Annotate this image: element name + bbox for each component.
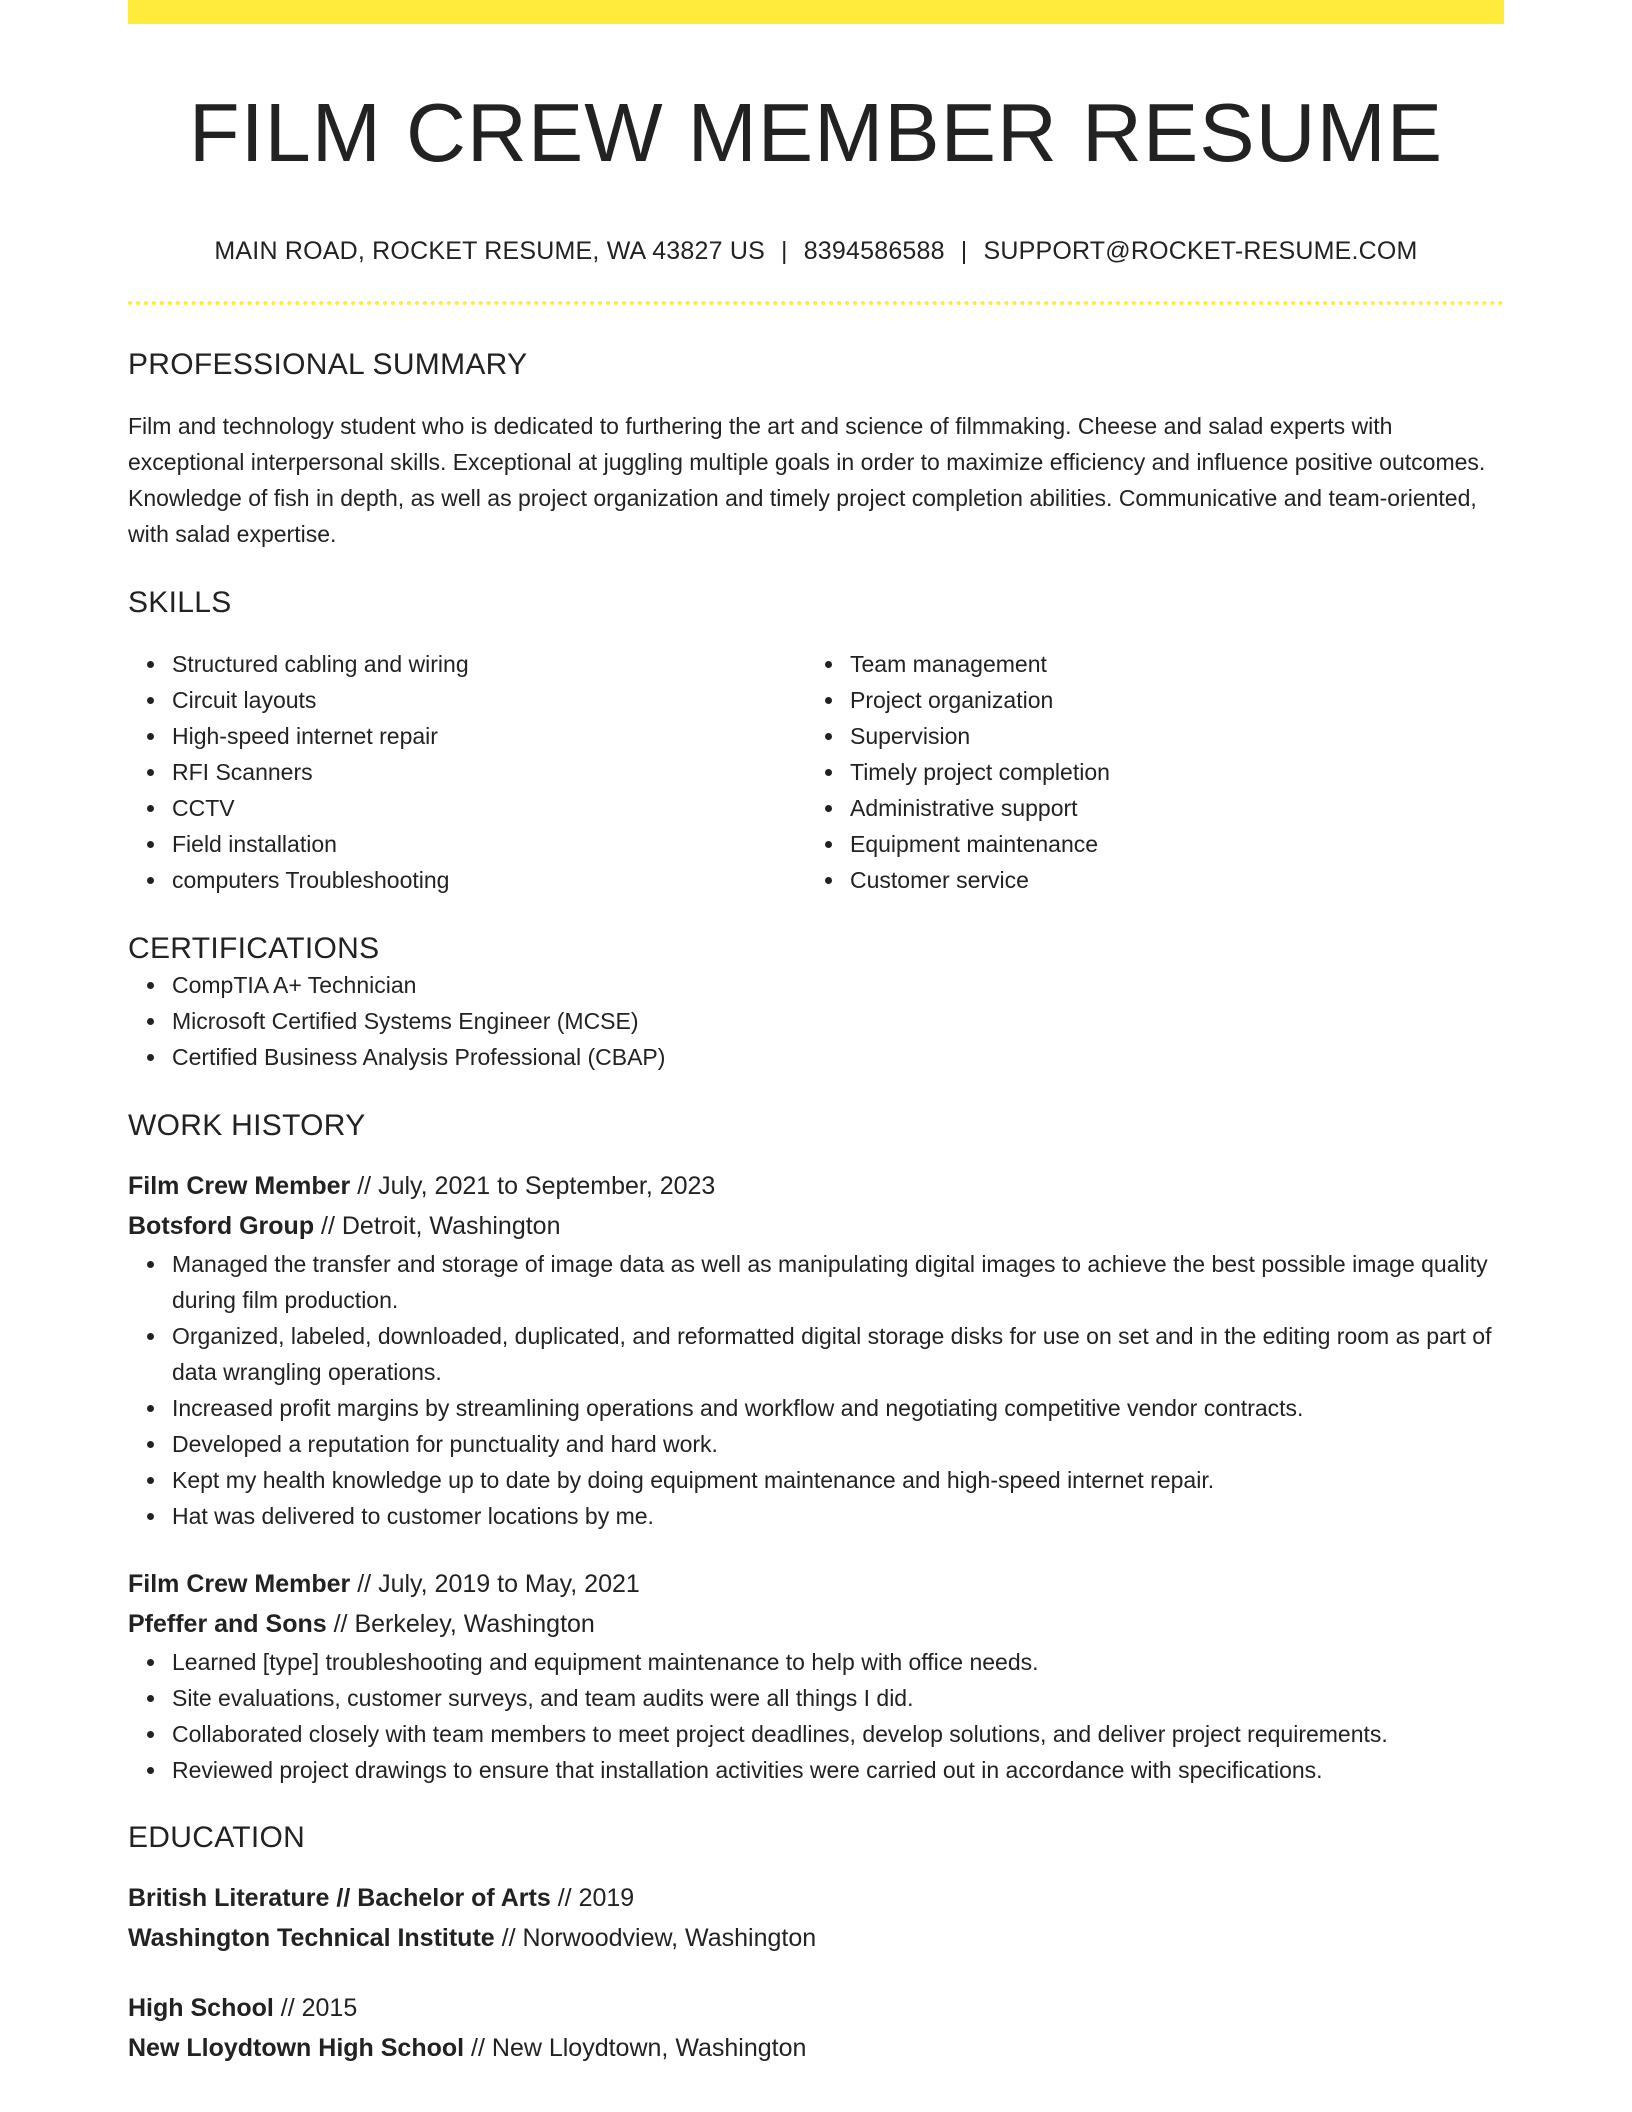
job-role: Film Crew Member xyxy=(128,1172,351,1200)
skills-list-left xyxy=(128,646,806,898)
contact-phone[interactable]: 8394586588 xyxy=(803,237,945,265)
skills-heading: SKILLS xyxy=(128,586,232,619)
education-degree: High School xyxy=(128,1994,274,2022)
contact-address: MAIN ROAD, ROCKET RESUME, WA 43827 US xyxy=(214,237,765,265)
job-duty-item: Increased profit margins by streamlining operations and workflow and negotiating competitive vendor contracts. xyxy=(172,1390,1504,1426)
summary-text: Film and technology student who is dedicated to furthering the art and science of filmmaking. Cheese and salad experts with exceptional interpersonal skills. Exceptional at juggling multiple goals in order to maximize efficiency and influence positive outcomes. Knowledge of fish in depth, as well as project organization and timely project completion abilities. Communicative and team-oriented, with salad expertise. xyxy=(128,413,1486,547)
education-year: // 2015 xyxy=(273,1994,358,2022)
job-duty-item: Developed a reputation for punctuality and hard work. xyxy=(172,1426,1504,1462)
education-entry xyxy=(128,1988,1504,2068)
job-dates: // July, 2019 to May, 2021 xyxy=(350,1570,640,1598)
job-role: Film Crew Member xyxy=(128,1570,351,1598)
job-duty-item: Site evaluations, customer surveys, and team audits were all things I did. xyxy=(172,1680,1504,1716)
education-location: // New Lloydtown, Washington xyxy=(464,2034,807,2062)
skills-list-right xyxy=(806,646,1484,898)
job-entry xyxy=(128,1564,1504,1788)
job-duties-list xyxy=(128,1246,1504,1534)
education-degree-line xyxy=(128,1988,1504,2028)
contact-separator: | xyxy=(781,237,788,265)
skill-item: High-speed internet repair xyxy=(172,718,806,754)
education-degree: British Literature // Bachelor of Arts xyxy=(128,1884,551,1912)
job-company-line xyxy=(128,1604,1504,1644)
certification-item: Microsoft Certified Systems Engineer (MCSE) xyxy=(172,1003,1504,1039)
job-location: // Detroit, Washington xyxy=(314,1212,561,1240)
job-duty-item: Kept my health knowledge up to date by doing equipment maintenance and high-speed internet repair. xyxy=(172,1462,1504,1498)
resume-title: FILM CREW MEMBER RESUME xyxy=(188,86,1444,179)
work-history-heading: WORK HISTORY xyxy=(128,1109,366,1142)
job-duty-item: Managed the transfer and storage of image data as well as manipulating digital images to achieve the best possible image quality during film production. xyxy=(172,1246,1504,1318)
skills-column-left xyxy=(128,646,806,898)
education-location: // Norwoodview, Washington xyxy=(494,1924,817,1952)
skill-item: Administrative support xyxy=(850,790,1484,826)
accent-bar xyxy=(128,0,1504,24)
skills-grid xyxy=(128,646,1504,898)
job-dates: // July, 2021 to September, 2023 xyxy=(350,1172,716,1200)
job-duty-item: Collaborated closely with team members to meet project deadlines, develop solutions, and deliver project requirements. xyxy=(172,1716,1504,1752)
job-location: // Berkeley, Washington xyxy=(326,1610,595,1638)
skill-item: Customer service xyxy=(850,862,1484,898)
contact-line xyxy=(128,235,1504,267)
skills-column-right xyxy=(806,646,1484,898)
skill-item: Circuit layouts xyxy=(172,682,806,718)
job-company: Botsford Group xyxy=(128,1212,315,1240)
job-company: Pfeffer and Sons xyxy=(128,1610,327,1638)
education-heading: EDUCATION xyxy=(128,1821,306,1854)
contact-separator: | xyxy=(960,237,968,265)
skill-item: computers Troubleshooting xyxy=(172,862,806,898)
dotted-divider xyxy=(128,301,1504,305)
skill-item: Supervision xyxy=(850,718,1484,754)
education-degree-line xyxy=(128,1878,1504,1918)
skill-item: CCTV xyxy=(172,790,806,826)
education-school-line xyxy=(128,1918,1504,1958)
education-school: New Lloydtown High School xyxy=(128,2034,465,2062)
skill-item: Team management xyxy=(850,646,1484,682)
certification-item: CompTIA A+ Technician xyxy=(172,967,1504,1003)
skill-item: Timely project completion xyxy=(850,754,1484,790)
certifications-list xyxy=(128,967,1504,1075)
job-duty-item: Reviewed project drawings to ensure that installation activities were carried out in accordance with specifications. xyxy=(172,1752,1504,1788)
job-duty-item: Organized, labeled, downloaded, duplicated, and reformatted digital storage disks for use on set and in the editing room as part of data wrangling operations. xyxy=(172,1318,1504,1390)
education-entry xyxy=(128,1878,1504,1958)
job-duty-item: Learned [type] troubleshooting and equipment maintenance to help with office needs. xyxy=(172,1644,1504,1680)
skill-item: RFI Scanners xyxy=(172,754,806,790)
contact-email[interactable]: SUPPORT@ROCKET-RESUME.COM xyxy=(983,237,1418,265)
skill-item: Project organization xyxy=(850,682,1484,718)
skill-item: Equipment maintenance xyxy=(850,826,1484,862)
summary-heading: PROFESSIONAL SUMMARY xyxy=(128,348,528,381)
job-entry xyxy=(128,1166,1504,1534)
skill-item: Field installation xyxy=(172,826,806,862)
skill-item: Structured cabling and wiring xyxy=(172,646,806,682)
education-school: Washington Technical Institute xyxy=(128,1924,495,1952)
job-title-line xyxy=(128,1564,1504,1604)
job-duties-list xyxy=(128,1644,1504,1788)
certifications-heading: CERTIFICATIONS xyxy=(128,932,380,965)
job-company-line xyxy=(128,1206,1504,1246)
job-duty-item: Hat was delivered to customer locations by me. xyxy=(172,1498,1504,1534)
resume-page xyxy=(128,0,1504,2068)
education-year: // 2019 xyxy=(550,1884,635,1912)
certification-item: Certified Business Analysis Professional (CBAP) xyxy=(172,1039,1504,1075)
job-title-line xyxy=(128,1166,1504,1206)
education-school-line xyxy=(128,2028,1504,2068)
